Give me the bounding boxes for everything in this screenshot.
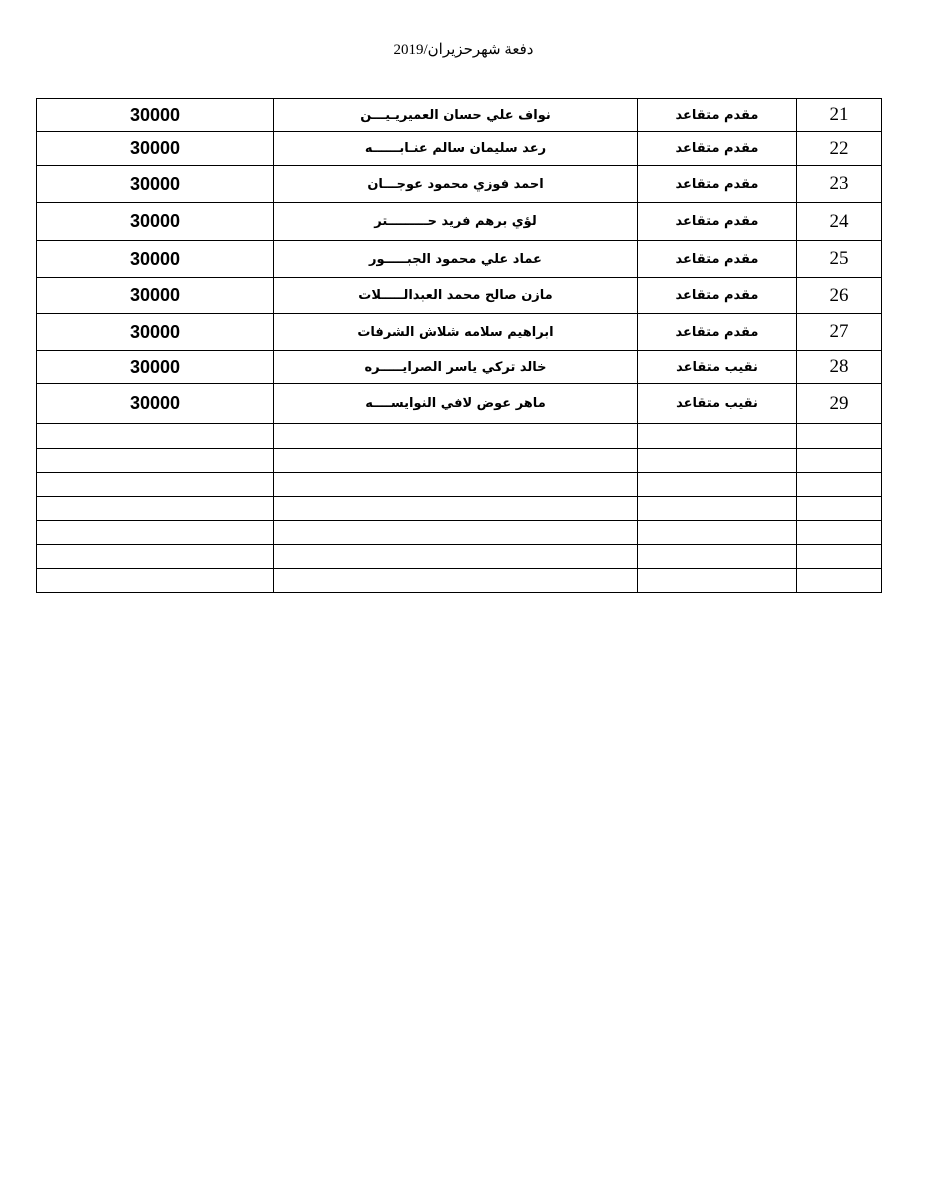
empty-row — [37, 449, 882, 473]
amount-cell: 30000 — [37, 351, 274, 384]
amount-cell: 30000 — [37, 99, 274, 132]
table-row — [37, 166, 882, 203]
empty-cell — [37, 473, 274, 497]
empty-cell — [274, 569, 638, 593]
row-number: 28 — [797, 351, 882, 384]
empty-cell — [274, 473, 638, 497]
name-cell: احمد فوزي محمود عوجـــان — [274, 166, 638, 203]
personnel-table — [36, 98, 882, 593]
rank-cell: مقدم متقاعد — [638, 203, 797, 241]
empty-cell — [797, 449, 882, 473]
empty-cell — [797, 497, 882, 521]
row-number: 22 — [797, 132, 882, 166]
rank-cell: نقيب متقاعد — [638, 351, 797, 384]
empty-cell — [274, 449, 638, 473]
empty-cell — [638, 449, 797, 473]
amount-cell: 30000 — [37, 314, 274, 351]
row-number: 29 — [797, 384, 882, 424]
empty-cell — [797, 424, 882, 449]
row-number: 25 — [797, 241, 882, 278]
table-row — [37, 99, 882, 132]
empty-cell — [274, 497, 638, 521]
rank-cell: مقدم متقاعد — [638, 99, 797, 132]
empty-row — [37, 424, 882, 449]
amount-cell: 30000 — [37, 166, 274, 203]
amount-cell: 30000 — [37, 241, 274, 278]
table-row — [37, 278, 882, 314]
rank-cell: مقدم متقاعد — [638, 241, 797, 278]
empty-row — [37, 521, 882, 545]
rank-cell: مقدم متقاعد — [638, 132, 797, 166]
empty-cell — [797, 569, 882, 593]
amount-cell: 30000 — [37, 132, 274, 166]
row-number: 27 — [797, 314, 882, 351]
rank-cell: مقدم متقاعد — [638, 166, 797, 203]
table-row — [37, 203, 882, 241]
page-title: دفعة شهرحزيران/2019 — [393, 42, 534, 58]
empty-cell — [638, 473, 797, 497]
empty-cell — [638, 569, 797, 593]
empty-cell — [274, 545, 638, 569]
rank-cell: مقدم متقاعد — [638, 314, 797, 351]
name-cell: رعد سليمان سالم عنـابــــــه — [274, 132, 638, 166]
table-row — [37, 314, 882, 351]
empty-cell — [274, 424, 638, 449]
empty-row — [37, 473, 882, 497]
empty-cell — [638, 424, 797, 449]
name-cell: خالد تركي ياسر الصرايـــــره — [274, 351, 638, 384]
empty-cell — [37, 449, 274, 473]
name-cell: مازن صالح محمد العبدالـــــلات — [274, 278, 638, 314]
empty-cell — [638, 497, 797, 521]
rank-cell: مقدم متقاعد — [638, 278, 797, 314]
amount-cell: 30000 — [37, 203, 274, 241]
empty-row — [37, 569, 882, 593]
table-row — [37, 384, 882, 424]
empty-cell — [37, 521, 274, 545]
name-cell: ماهر عوض لافي النوايســــه — [274, 384, 638, 424]
row-number: 23 — [797, 166, 882, 203]
empty-cell — [37, 497, 274, 521]
row-number: 26 — [797, 278, 882, 314]
table-row — [37, 351, 882, 384]
empty-cell — [638, 545, 797, 569]
empty-cell — [37, 545, 274, 569]
empty-cell — [274, 521, 638, 545]
amount-cell: 30000 — [37, 384, 274, 424]
name-cell: لؤي برهم فريد حـــــــــتر — [274, 203, 638, 241]
empty-cell — [37, 569, 274, 593]
table-row — [37, 241, 882, 278]
empty-row — [37, 545, 882, 569]
empty-cell — [797, 545, 882, 569]
name-cell: ابراهيم سلامه شلاش الشرفات — [274, 314, 638, 351]
name-cell: نواف علي حسان العميريـيـــن — [274, 99, 638, 132]
rank-cell: نقيب متقاعد — [638, 384, 797, 424]
name-cell: عماد علي محمود الجبـــــور — [274, 241, 638, 278]
row-number: 24 — [797, 203, 882, 241]
empty-cell — [638, 521, 797, 545]
empty-row — [37, 497, 882, 521]
empty-cell — [37, 424, 274, 449]
row-number: 21 — [797, 99, 882, 132]
amount-cell: 30000 — [37, 278, 274, 314]
empty-cell — [797, 521, 882, 545]
empty-cell — [797, 473, 882, 497]
table-row — [37, 132, 882, 166]
